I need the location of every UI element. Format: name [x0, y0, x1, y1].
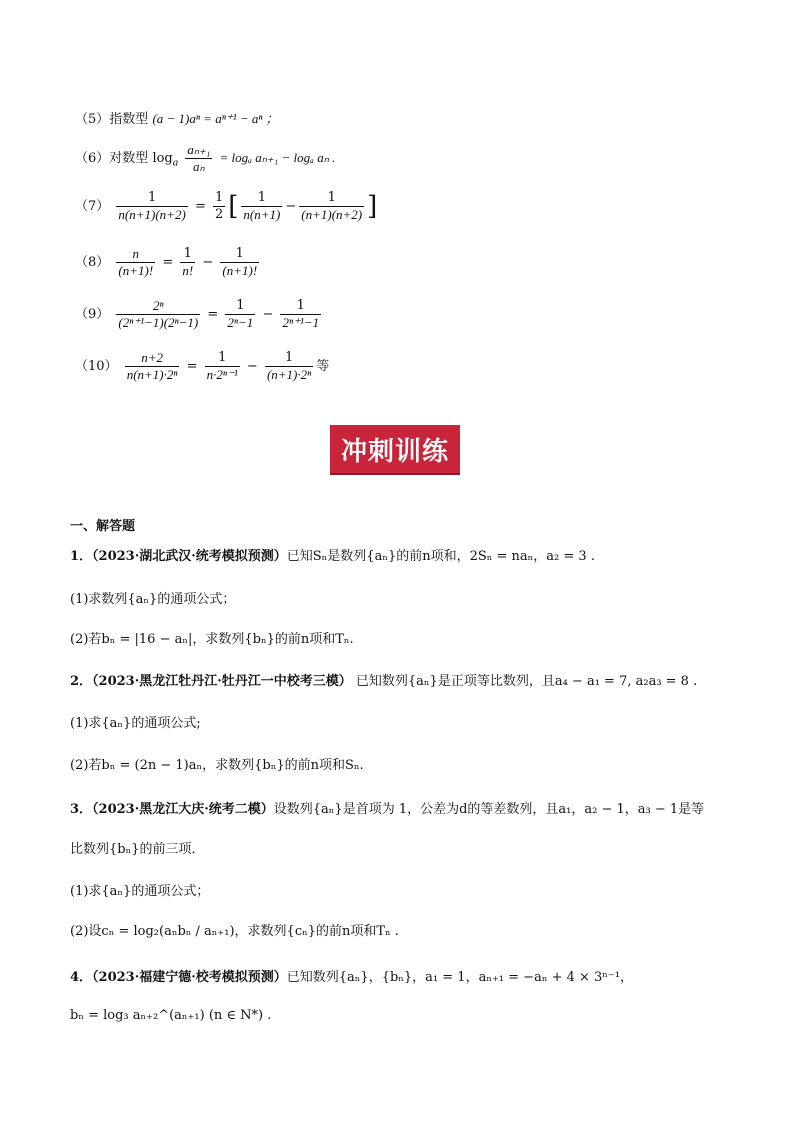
fraction: $\frac{1}{(n+1)(n+2)}$ — [301, 190, 363, 222]
formula-7: （7） $\frac{1}{n(n+1)(n+2)}$ = $\frac{1}{2}$ [ $\frac{1}{n(n+1)}$ − $\frac{1}{(n+1)(n+2)}$ ] — [75, 190, 378, 222]
practice-banner: 冲刺训练 — [330, 425, 460, 473]
fraction: $\frac{\text{aₙ₊₁}}{\text{aₙ}}$ — [187, 142, 211, 174]
fraction: $\frac{n+2}{\text{n(n+1)·2ⁿ}}$ — [126, 350, 178, 382]
formula-number: （7） — [75, 199, 110, 214]
section-title: 一、解答题 — [70, 519, 136, 534]
problem-line: (2)若bₙ = (2n − 1)aₙ，求数列{bₙ}的前n项和Sₙ. — [70, 758, 364, 773]
problem-line: 2．（2023·黑龙江牡丹江·牡丹江一中校考三模） 已知数列{aₙ}是正项等比数列，且a₄ − a₁ = 7, a₂a₃ = 8 . — [70, 674, 698, 689]
problem-line: (1)求数列{aₙ}的通项公式； — [70, 592, 236, 607]
fraction: $\frac{1}{n!}$ — [182, 246, 194, 278]
problem-line: 比数列{bₙ}的前三项． — [70, 842, 205, 857]
problem-line: 3．（2023·黑龙江大庆·统考二模）设数列{aₙ}是首项为 1，公差为d的等差数列，且a₁，a₂ − 1，a₃ − 1是等 — [70, 802, 705, 817]
formula-6 — [75, 142, 335, 175]
problem-line: 1．（2023·湖北武汉·统考模拟预测）已知Sₙ是数列{aₙ}的前n项和，2Sₙ = naₙ，a₂ = 3 . — [70, 549, 595, 564]
formula-5 — [75, 108, 279, 127]
fraction: $\frac{1}{\text{n·2ⁿ⁻¹}}$ — [206, 350, 238, 382]
problem-line: bₙ = log₃ aₙ₊₂^(aₙ₊₁) (n ∈ N*) . — [70, 1008, 272, 1023]
formula-number: （8） — [75, 255, 110, 270]
formula-number: （5） — [75, 112, 110, 127]
fraction: $\frac{1}{\text{(n+1)·2ⁿ}}$ — [266, 350, 312, 382]
formula-expr: (a − 1)aⁿ = aⁿ⁺¹ − aⁿ ； — [152, 111, 279, 126]
problem-line: (1)求{aₙ}的通项公式; — [70, 716, 201, 731]
formula-number: （9） — [75, 307, 110, 322]
formula-label: 指数型 — [109, 112, 149, 127]
formula-8: （8） $\frac{n}{(n+1)!}$ = $\frac{1}{n!}$ − $\frac{1}{(n+1)!}$ — [75, 246, 258, 278]
log-base: a — [172, 156, 179, 169]
formula-rhs: = logₐ aₙ₊₁ − logₐ aₙ . — [219, 150, 336, 165]
log-symbol: log — [152, 151, 173, 166]
fraction: $\frac{1}{n(n+1)(n+2)}$ — [118, 190, 186, 222]
fraction: $\frac{1}{(n+1)!}$ — [222, 246, 258, 278]
formula-label: 对数型 — [109, 151, 149, 166]
problem-line: (2)若bₙ = |16 − aₙ|，求数列{bₙ}的前n项和Tₙ. — [70, 632, 354, 647]
formula-number: （10） — [75, 359, 118, 374]
fraction: $\frac{1}{\text{2ⁿ−1}}$ — [227, 298, 254, 330]
formula-9: （9） $\frac{\text{2ⁿ}}{\text{(2ⁿ⁺¹−1)(2ⁿ−1)}}$ = $\frac{1}{\text{2ⁿ−1}}$ − $\frac{1}{\text{2ⁿ⁺¹−1}}$ — [75, 298, 320, 330]
problem-line: 4．（2023·福建宁德·校考模拟预测）已知数列{aₙ}，{bₙ}，a₁ = 1，aₙ₊₁ = −aₙ + 4 × 3ⁿ⁻¹， — [70, 970, 634, 985]
problem-line: (1)求{aₙ}的通项公式； — [70, 884, 210, 899]
fraction: $\frac{1}{n(n+1)}$ — [243, 190, 281, 222]
formula-number: （6） — [75, 151, 110, 166]
problem-line: (2)设cₙ = log₂(aₙbₙ / aₙ₊₁)，求数列{cₙ}的前n项和Tₙ . — [70, 924, 399, 939]
fraction: $\frac{1}{2}$ — [214, 190, 224, 222]
fraction: $\frac{n}{(n+1)!}$ — [118, 246, 154, 278]
fraction: $\frac{1}{\text{2ⁿ⁺¹−1}}$ — [282, 298, 320, 330]
formula-10: （10） $\frac{n+2}{\text{n(n+1)·2ⁿ}}$ = $\frac{1}{\text{n·2ⁿ⁻¹}}$ − $\frac{1}{\text{(n+1)·2ⁿ}}$ 等 — [75, 350, 330, 382]
fraction: $\frac{\text{2ⁿ}}{\text{(2ⁿ⁺¹−1)(2ⁿ−1)}}$ — [118, 298, 199, 330]
